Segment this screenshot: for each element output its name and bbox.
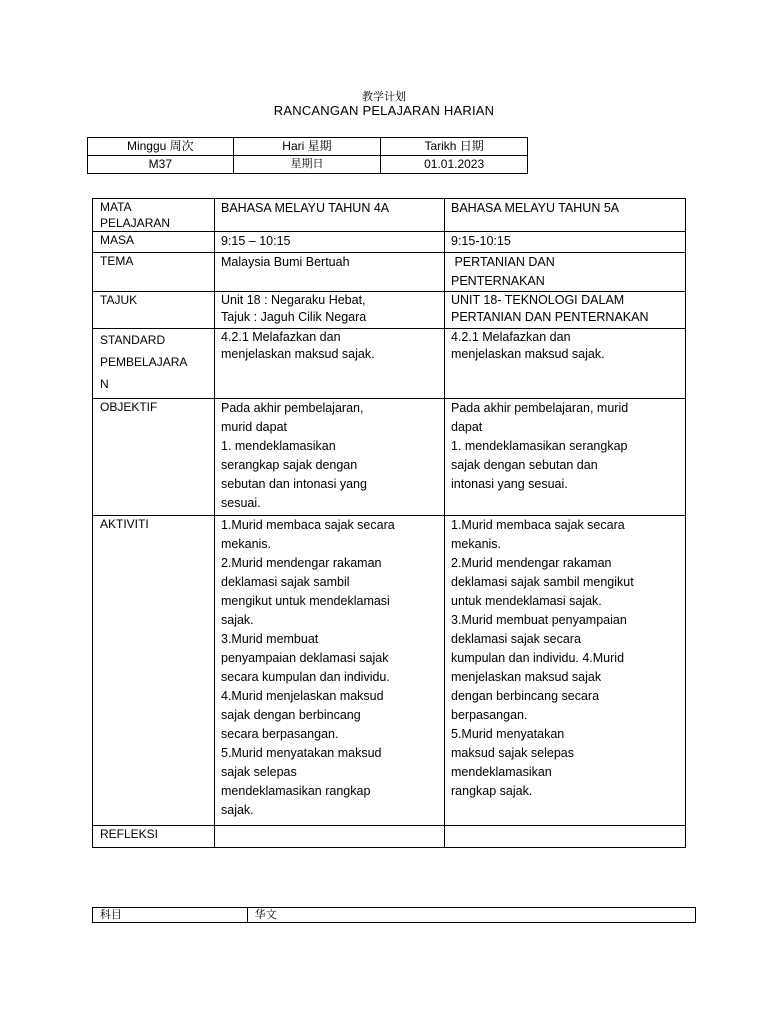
row-tajuk [93,292,686,329]
week-header: Minggu 周次 [88,138,234,156]
row-tema [93,253,686,292]
subject-4a: BAHASA MELAYU TAHUN 4A [215,199,445,232]
lesson-plan-table [92,198,686,848]
objective-4a: Pada akhir pembelajaran, murid dapat 1. mendeklamasikan serangkap sajak dengan sebutan dan intonasi yang sesuai. [215,399,445,516]
row-label-standard: STANDARD PEMBELAJARA N [93,329,215,399]
subject-5a: BAHASA MELAYU TAHUN 5A [445,199,686,232]
standard-5a: 4.2.1 Melafazkan dan menjelaskan maksud sajak. [445,329,686,399]
row-label-mata-pelajaran: MATA PELAJARAN [93,199,215,232]
row-label-aktiviti: AKTIVITI [93,516,215,826]
week-value: M37 [88,156,234,174]
theme-5a: PERTANIAN DAN PENTERNAKAN [445,253,686,292]
time-4a: 9:15 – 10:15 [215,232,445,253]
date-header: Tarikh 日期 [381,138,528,156]
row-refleksi [93,826,686,848]
row-label-tajuk: TAJUK [93,292,215,329]
row-label-tema: TEMA [93,253,215,292]
document-title-chinese: 教学计划 [362,90,406,103]
header-table [87,137,528,174]
subject-value: 华文 [247,908,695,923]
date-value: 01.01.2023 [381,156,528,174]
header-table-row-values [88,156,528,174]
day-header: Hari 星期 [233,138,381,156]
day-value: 星期日 [233,156,381,174]
objective-5a: Pada akhir pembelajaran, murid dapat 1. mendeklamasikan serangkap sajak dengan sebutan dan intonasi yang sesuai. [445,399,686,516]
activities-4a: 1.Murid membaca sajak secara mekanis. 2.Murid mendengar rakaman deklamasi sajak sambil mengikut untuk mendeklamasi sajak. 3.Murid membuat penyampaian deklamasi sajak secara kumpulan dan individu. 4.Murid menjelaskan maksud sajak dengan berbincang secara berpasangan. 5.Murid menyatakan maksud sajak selepas mendeklamasikan rangkap sajak. [215,516,445,826]
subject-row [93,908,696,923]
time-5a: 9:15-10:15 [445,232,686,253]
row-label-refleksi: REFLEKSI [93,826,215,848]
row-objektif [93,399,686,516]
row-aktiviti [93,516,686,826]
title-4a: Unit 18 : Negaraku Hebat, Tajuk : Jaguh Cilik Negara [215,292,445,329]
title-5a: UNIT 18- TEKNOLOGI DALAM PERTANIAN DAN PENTERNAKAN [445,292,686,329]
document-title: RANCANGAN PELAJARAN HARIAN [273,103,495,118]
row-standard [93,329,686,399]
row-masa [93,232,686,253]
theme-4a: Malaysia Bumi Bertuah [215,253,445,292]
row-label-objektif: OBJEKTIF [93,399,215,516]
reflection-4a [215,826,445,848]
standard-4a: 4.2.1 Melafazkan dan menjelaskan maksud sajak. [215,329,445,399]
row-label-masa: MASA [93,232,215,253]
row-mata-pelajaran [93,199,686,232]
subject-table [92,907,696,923]
activities-5a: 1.Murid membaca sajak secara mekanis. 2.Murid mendengar rakaman deklamasi sajak sambil mengikut untuk mendeklamasi sajak. 3.Murid membuat penyampaian deklamasi sajak secara kumpulan dan individu. 4.Murid menjelaskan maksud sajak dengan berbincang secara berpasangan. 5.Murid menyatakan maksud sajak selepas mendeklamasikan rangkap sajak. [445,516,686,826]
reflection-5a [445,826,686,848]
header-table-row-labels [88,138,528,156]
subject-label: 科目 [93,908,248,923]
